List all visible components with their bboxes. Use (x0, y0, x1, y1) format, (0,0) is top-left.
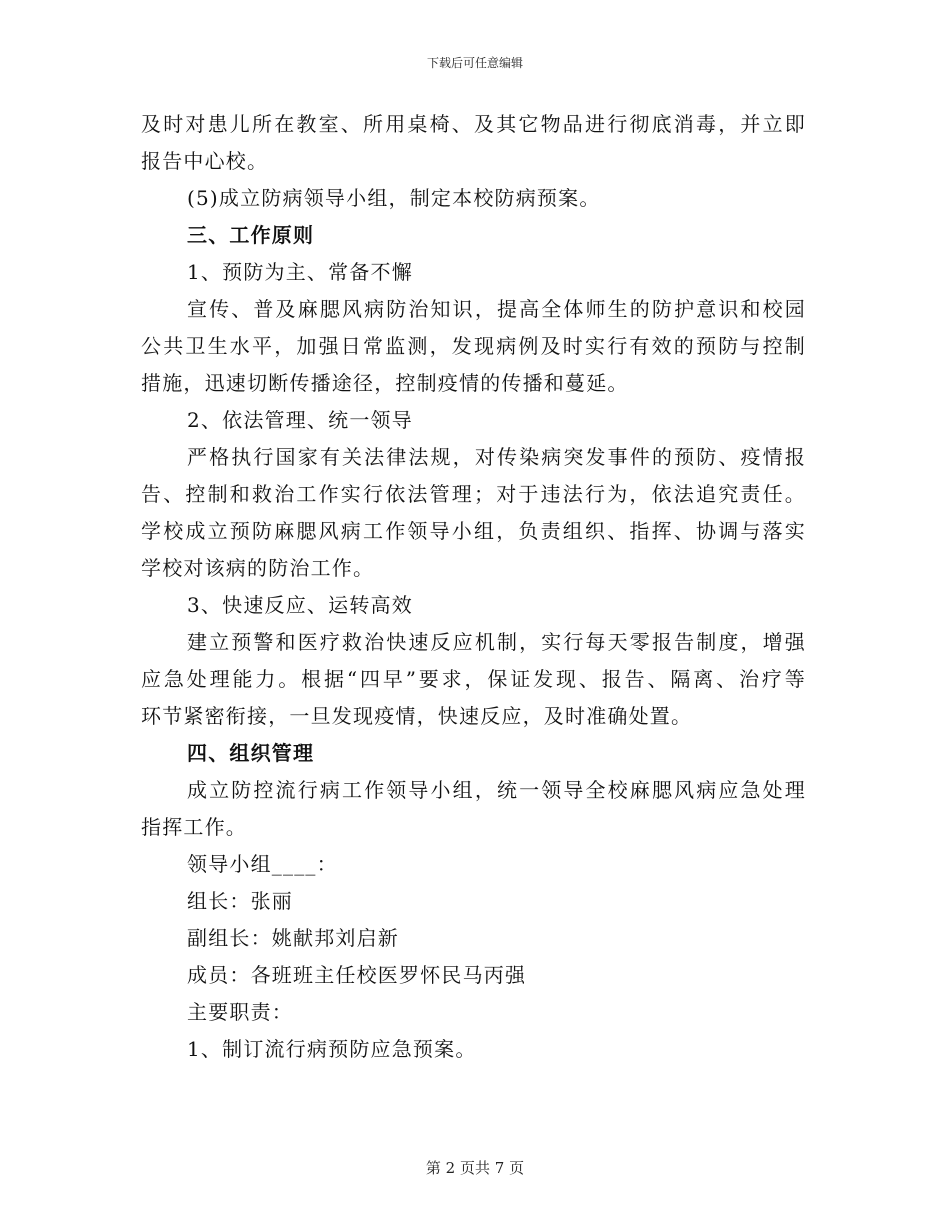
paragraph-line: 应急处理能力。根据“四早”要求，保证发现、报告、隔离、治疗等 (141, 667, 806, 691)
paragraph-line: 成立防控流行病工作领导小组，统一领导全校麻腮风病应急处理 (187, 778, 806, 802)
paragraph-line: 指挥工作。 (141, 815, 247, 839)
list-item: 1、制订流行病预防应急预案。 (187, 1037, 477, 1061)
paragraph-line: 措施，迅速切断传播途径，控制疫情的传播和蔓延。 (141, 371, 629, 395)
paragraph-line: 领导小组____： (187, 852, 338, 876)
section-heading: 四、组织管理 (187, 741, 315, 765)
section-heading: 三、工作原则 (187, 223, 315, 247)
paragraph-line: 报告中心校。 (141, 149, 269, 173)
paragraph-line: 及时对患儿所在教室、所用桌椅、及其它物品进行彻底消毒，并立即 (141, 112, 806, 136)
paragraph-line: 建立预警和医疗救治快速反应机制，实行每天零报告制度，增强 (187, 630, 806, 654)
paragraph-line: 学校成立预防麻腮风病工作领导小组，负责组织、指挥、协调与落实 (141, 519, 806, 543)
subsection-heading: 2、依法管理、统一领导 (187, 408, 413, 432)
subsection-heading: 1、预防为主、常备不懈 (187, 260, 413, 284)
paragraph-line: 副组长：姚献邦刘启新 (187, 926, 399, 950)
paragraph-line: 严格执行国家有关法律法规，对传染病突发事件的预防、疫情报 (187, 445, 806, 469)
paragraph-line: 成员：各班班主任校医罗怀民马丙强 (187, 963, 527, 987)
paragraph-line: 主要职责： (187, 1000, 293, 1024)
paragraph-line: 告、控制和救治工作实行依法管理；对于违法行为，依法追究责任。 (141, 482, 806, 506)
paragraph-line: 组长：张丽 (187, 889, 293, 913)
subsection-heading: 3、快速反应、运转高效 (187, 593, 413, 617)
page-number: 第 2 页共 7 页 (425, 1159, 525, 1177)
paragraph-line: 公共卫生水平，加强日常监测，发现病例及时实行有效的预防与控制 (141, 334, 806, 358)
document-body (141, 106, 806, 1068)
list-item: (5)成立防病领导小组，制定本校防病预案。 (187, 186, 601, 210)
header-note: 下载后可任意编辑 (426, 56, 523, 70)
paragraph-line: 学校对该病的防治工作。 (141, 556, 375, 580)
paragraph-line: 环节紧密衔接，一旦发现疫情，快速反应，及时准确处置。 (141, 704, 693, 728)
paragraph-line: 宣传、普及麻腮风病防治知识，提高全体师生的防护意识和校园 (187, 297, 806, 321)
